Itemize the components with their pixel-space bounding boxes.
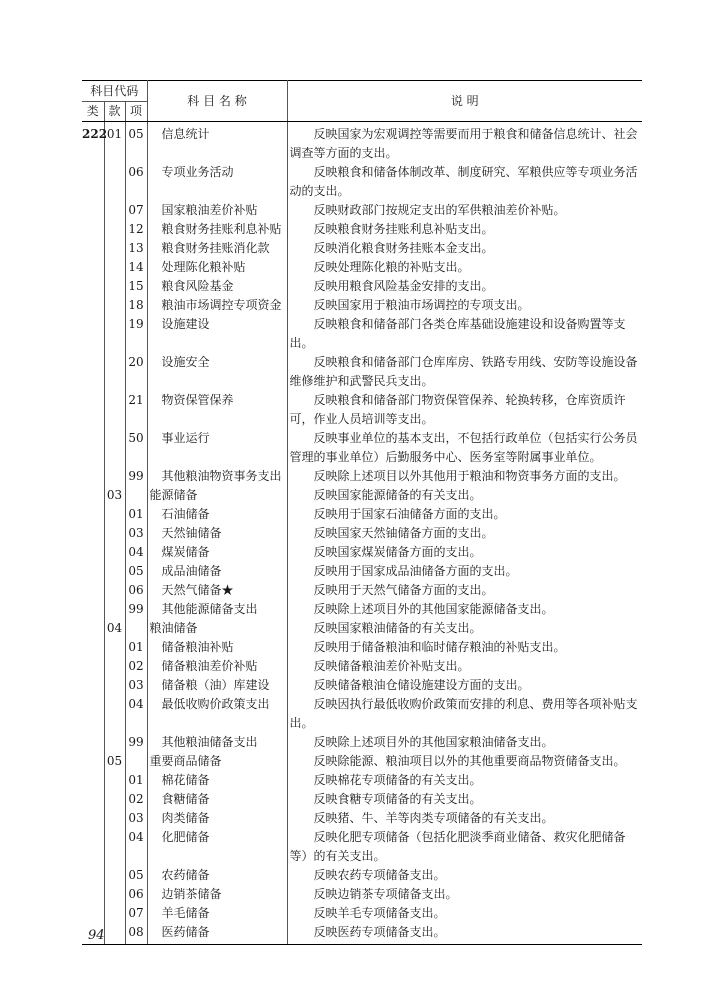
table-row [82,163,642,201]
subject-name-cell: 其他粮油储备支出 [147,733,287,752]
description-cell: 反映农药专项储备支出。 [313,868,446,882]
description-cell: 反映粮食和储备部门仓库库房、铁路专用线、安防等设施设备维修维护和武警民兵支出。 [289,355,638,388]
subject-name-cell: 设施安全 [147,353,287,391]
table-row [82,239,642,258]
lei-cell [82,391,104,429]
section-row [82,752,642,771]
xiang-cell: 06 [125,163,147,201]
table-row [82,581,642,600]
subject-name-cell: 最低收购价政策支出 [147,695,287,733]
kuan-cell [104,904,125,923]
xiang-cell: 13 [125,239,147,258]
subject-name-cell: 食糖储备 [147,790,287,809]
subject-name-cell: 事业运行 [147,429,287,467]
kuan-cell [104,866,125,885]
subject-name-cell: 边销茶储备 [147,885,287,904]
table-body [82,122,642,945]
kuan-cell: 03 [104,486,125,505]
subject-name-cell: 农药储备 [147,866,287,885]
table-row [82,277,642,296]
subject-name-cell: 信息统计 [147,122,287,164]
kuan-cell [104,429,125,467]
subject-code-header: 科目代码 [82,81,147,102]
xiang-cell [125,619,147,638]
table-row [82,524,642,543]
subject-name-cell: 煤炭储备 [147,543,287,562]
subject-name-cell: 粮食财务挂账消化款 [147,239,287,258]
table-row [82,866,642,885]
kuan-cell [104,505,125,524]
page-number: 94 [88,928,105,943]
table-row [82,904,642,923]
description-cell: 反映储备粮油仓储设施建设方面的支出。 [313,678,530,692]
kuan-cell [104,657,125,676]
table-row [82,562,642,581]
xiang-cell: 04 [125,828,147,866]
lei-cell [82,429,104,467]
subject-name-cell: 设施建设 [147,315,287,353]
table-row [82,600,642,619]
table-header [82,81,642,122]
kuan-cell [104,695,125,733]
description-cell: 反映国家煤炭储备方面的支出。 [313,545,482,559]
lei-header: 类 [82,102,104,122]
description-cell: 反映边销茶专项储备支出。 [313,887,458,901]
description-cell: 反映用粮食风险基金安排的支出。 [313,279,494,293]
subject-name-cell: 储备粮油差价补贴 [147,657,287,676]
description-cell: 反映粮食和储备部门物资保管保养、轮换转移，仓库资质许可，作业人员培训等支出。 [289,393,626,426]
kuan-cell: 01 [104,122,125,164]
lei-cell [82,201,104,220]
description-cell: 反映棉花专项储备的有关支出。 [313,773,482,787]
kuan-cell [104,296,125,315]
lei-cell [82,695,104,733]
kuan-cell [104,562,125,581]
lei-cell [82,866,104,885]
description-cell: 反映国家粮油储备的有关支出。 [313,621,482,635]
description-cell: 反映粮食和储备部门各类仓库基础设施建设和设备购置等支出。 [289,317,626,350]
subject-name-cell: 重要商品储备 [147,752,287,771]
kuan-cell [104,220,125,239]
subject-name-cell: 天然铀储备 [147,524,287,543]
description-cell: 反映国家能源储备的有关支出。 [313,488,482,502]
subject-name-cell: 粮油市场调控专项资金 [147,296,287,315]
xiang-cell: 01 [125,771,147,790]
kuan-cell [104,543,125,562]
kuan-header: 款 [104,102,125,122]
description-cell: 反映事业单位的基本支出，不包括行政单位（包括实行公务员管理的事业单位）后勤服务中心、医务室等附属事业单位。 [289,431,638,464]
budget-subject-table-page [82,80,642,945]
kuan-cell [104,809,125,828]
xiang-cell: 06 [125,581,147,600]
description-cell: 反映粮食财务挂账利息补贴支出。 [313,222,494,236]
table-row [82,353,642,391]
kuan-cell [104,239,125,258]
description-cell: 反映除上述项目外的其他国家能源储备支出。 [313,602,554,616]
xiang-cell [125,752,147,771]
kuan-cell [104,923,125,945]
description-cell: 反映化肥专项储备（包括化肥淡季商业储备、救灾化肥储备等）的有关支出。 [289,830,626,863]
description-cell: 反映消化粮食财务挂账本金支出。 [313,241,494,255]
lei-cell [82,467,104,486]
xiang-cell: 03 [125,809,147,828]
budget-subject-table [82,80,642,945]
description-cell: 反映国家为宏观调控等需要而用于粮食和储备信息统计、社会调查等方面的支出。 [289,127,638,160]
subject-name-cell: 肉类储备 [147,809,287,828]
lei-cell: 222 [82,122,104,164]
kuan-cell [104,828,125,866]
table-row [82,638,642,657]
kuan-cell [104,391,125,429]
subject-name-cell: 石油储备 [147,505,287,524]
table-row [82,676,642,695]
lei-cell [82,752,104,771]
description-cell: 反映国家用于粮油市场调控的专项支出。 [313,298,530,312]
xiang-header: 项 [125,102,147,122]
xiang-cell: 02 [125,790,147,809]
lei-cell [82,562,104,581]
description-cell: 反映除上述项目外的其他国家粮油储备支出。 [313,735,554,749]
lei-cell [82,353,104,391]
subject-name-cell: 棉花储备 [147,771,287,790]
xiang-cell: 05 [125,562,147,581]
xiang-cell: 99 [125,467,147,486]
table-row [82,543,642,562]
description-cell: 反映储备粮油差价补贴支出。 [313,659,470,673]
subject-name-cell: 医药储备 [147,923,287,945]
lei-cell [82,828,104,866]
lei-cell [82,581,104,600]
xiang-cell: 05 [125,122,147,164]
subject-name-cell: 粮食风险基金 [147,277,287,296]
xiang-cell: 03 [125,676,147,695]
xiang-cell: 01 [125,505,147,524]
section-row [82,619,642,638]
lei-cell [82,524,104,543]
lei-cell [82,277,104,296]
lei-cell [82,771,104,790]
description-cell: 反映粮食和储备体制改革、制度研究、军粮供应等专项业务活动的支出。 [289,165,638,198]
lei-cell [82,638,104,657]
xiang-cell: 04 [125,543,147,562]
kuan-cell [104,315,125,353]
description-cell: 反映用于国家成品油储备方面的支出。 [313,564,518,578]
table-row [82,505,642,524]
table-row [82,122,642,164]
table-row [82,771,642,790]
subject-name-cell: 储备粮油补贴 [147,638,287,657]
xiang-cell: 07 [125,904,147,923]
subject-name-cell: 物资保管保养 [147,391,287,429]
table-row [82,315,642,353]
subject-name-cell: 天然气储备★ [147,581,287,600]
xiang-cell [125,486,147,505]
lei-cell [82,676,104,695]
description-cell: 反映羊毛专项储备支出。 [313,906,446,920]
kuan-cell [104,163,125,201]
description-cell: 反映用于储备粮油和临时储存粮油的补贴支出。 [313,640,566,654]
subject-name-cell: 粮油储备 [147,619,287,638]
kuan-cell [104,201,125,220]
kuan-cell [104,790,125,809]
lei-cell [82,296,104,315]
table-row [82,467,642,486]
subject-name-cell: 化肥储备 [147,828,287,866]
subject-name-header-label: 科 目 名 称 [187,93,247,108]
lei-cell [82,163,104,201]
table-row [82,885,642,904]
xiang-cell: 01 [125,638,147,657]
lei-cell [82,733,104,752]
kuan-cell [104,733,125,752]
xiang-cell: 21 [125,391,147,429]
description-header-label: 说 明 [450,93,479,108]
lei-cell [82,885,104,904]
xiang-cell: 07 [125,201,147,220]
subject-name-cell: 其他粮油物资事务支出 [147,467,287,486]
table-row [82,809,642,828]
description-cell: 反映国家天然铀储备方面的支出。 [313,526,494,540]
lei-cell [82,486,104,505]
description-cell: 反映食糖专项储备的有关支出。 [313,792,482,806]
kuan-cell [104,885,125,904]
description-cell: 反映用于国家石油储备方面的支出。 [313,507,506,521]
table-row [82,733,642,752]
kuan-cell [104,676,125,695]
subject-name-cell: 成品油储备 [147,562,287,581]
description-cell: 反映除能源、粮油项目以外的其他重要商品物资储备支出。 [313,754,626,768]
kuan-cell [104,258,125,277]
table-row [82,828,642,866]
description-cell: 反映用于天然气储备方面的支出。 [313,583,494,597]
kuan-cell [104,638,125,657]
kuan-cell: 04 [104,619,125,638]
kuan-cell [104,771,125,790]
lei-cell [82,619,104,638]
lei-cell [82,809,104,828]
xiang-cell: 06 [125,885,147,904]
lei-cell [82,790,104,809]
kuan-cell [104,581,125,600]
section-row [82,486,642,505]
xiang-cell: 19 [125,315,147,353]
lei-cell [82,315,104,353]
kuan-cell [104,353,125,391]
xiang-cell: 14 [125,258,147,277]
kuan-cell [104,524,125,543]
subject-name-cell: 处理陈化粮补贴 [147,258,287,277]
xiang-cell: 99 [125,733,147,752]
table-row [82,201,642,220]
lei-cell [82,258,104,277]
subject-name-cell: 国家粮油差价补贴 [147,201,287,220]
description-cell: 反映因执行最低收购价政策而安排的利息、费用等各项补贴支出。 [289,697,638,730]
xiang-cell: 05 [125,866,147,885]
lei-cell [82,239,104,258]
xiang-cell: 15 [125,277,147,296]
description-header [287,81,642,122]
table-row [82,657,642,676]
description-cell: 反映除上述项目以外其他用于粮油和物资事务方面的支出。 [313,469,626,483]
xiang-cell: 50 [125,429,147,467]
table-row [82,296,642,315]
kuan-cell: 05 [104,752,125,771]
lei-cell [82,904,104,923]
subject-name-header [147,81,287,122]
table-row [82,429,642,467]
description-cell: 反映财政部门按规定支出的军供粮油差价补贴。 [313,203,566,217]
lei-cell [82,543,104,562]
xiang-cell: 04 [125,695,147,733]
description-cell: 反映医药专项储备支出。 [287,923,642,945]
kuan-cell [104,277,125,296]
table-row [82,695,642,733]
table-row [82,923,642,945]
xiang-cell: 03 [125,524,147,543]
xiang-cell: 08 [125,923,147,945]
subject-name-cell: 羊毛储备 [147,904,287,923]
lei-cell [82,657,104,676]
xiang-cell: 02 [125,657,147,676]
subject-name-cell: 粮食财务挂账利息补贴 [147,220,287,239]
lei-cell [82,600,104,619]
table-row [82,220,642,239]
subject-name-cell: 专项业务活动 [147,163,287,201]
table-row [82,391,642,429]
lei-cell [82,220,104,239]
table-row [82,258,642,277]
xiang-cell: 12 [125,220,147,239]
subject-name-cell: 储备粮（油）库建设 [147,676,287,695]
xiang-cell: 20 [125,353,147,391]
description-cell: 反映处理陈化粮的补贴支出。 [313,260,470,274]
table-row [82,790,642,809]
description-cell: 反映猪、牛、羊等肉类专项储备的有关支出。 [313,811,554,825]
subject-name-cell: 能源储备 [147,486,287,505]
kuan-cell [104,600,125,619]
subject-name-cell: 其他能源储备支出 [147,600,287,619]
kuan-cell [104,467,125,486]
lei-cell [82,505,104,524]
xiang-cell: 99 [125,600,147,619]
xiang-cell: 18 [125,296,147,315]
